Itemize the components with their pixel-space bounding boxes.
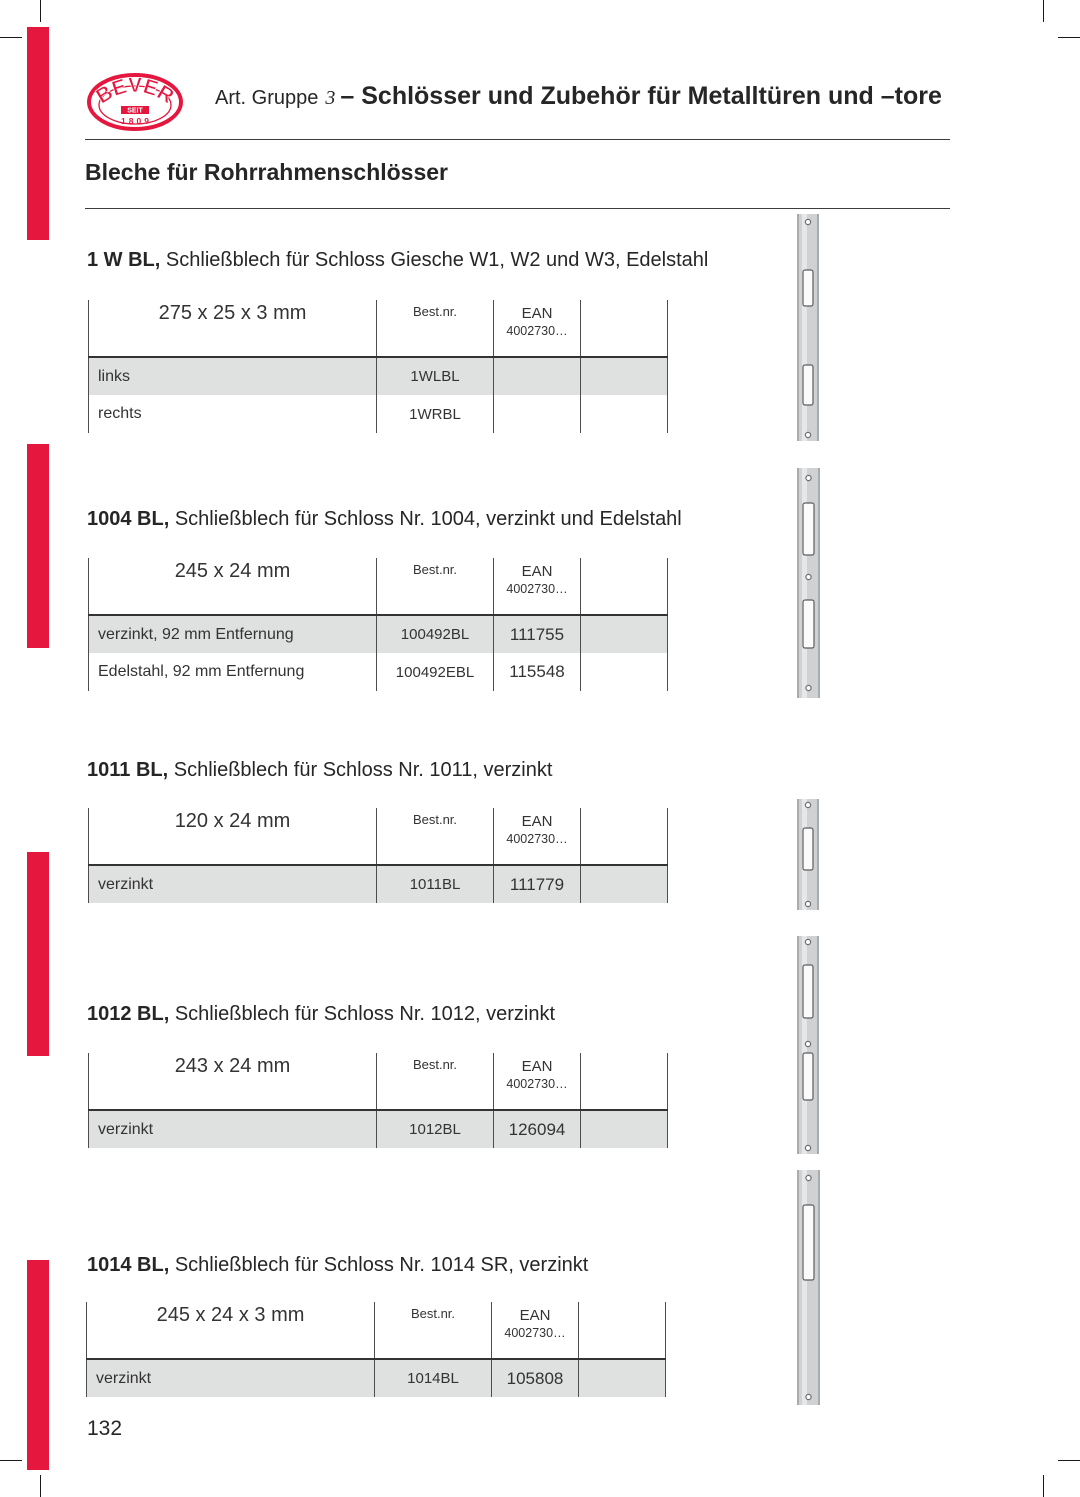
- header-group-number: 3: [325, 87, 336, 109]
- mounting-hole: [805, 802, 810, 807]
- order-no-cell: 1012BL: [377, 1110, 494, 1148]
- variant-cell: rechts: [89, 395, 377, 433]
- chapter-tab: [27, 444, 49, 648]
- ean-cell: 105808: [492, 1359, 579, 1397]
- strike-plate-image: [797, 936, 819, 1154]
- product-description: Schließblech für Schloss Giesche W1, W2 und W3, Edelstahl: [165, 249, 709, 271]
- strike-plate-image: [797, 214, 819, 441]
- crop-mark: [1058, 1460, 1080, 1461]
- bever-logo: [85, 72, 185, 132]
- order-no-header: Best.nr.: [375, 1302, 492, 1359]
- latch-slot: [803, 365, 813, 405]
- logo-wordmark: BEVER: [92, 74, 178, 109]
- latch-slot: [803, 965, 813, 1018]
- empty-header: [579, 1302, 666, 1359]
- mounting-hole: [805, 219, 810, 224]
- ean-prefix: 4002730…: [506, 582, 568, 596]
- order-no-header: Best.nr.: [377, 558, 494, 615]
- header-title: – Schlösser und Zubehör für Metalltüren und –tore: [340, 82, 942, 110]
- mounting-hole: [805, 432, 810, 437]
- table-header-row: [89, 300, 668, 357]
- latch-slot: [803, 828, 813, 870]
- product-description: Schließblech für Schloss Nr. 1012, verzinkt: [174, 1003, 555, 1025]
- order-no-cell: 1011BL: [377, 865, 494, 903]
- product-title: [87, 758, 552, 782]
- crop-mark: [0, 1460, 22, 1461]
- table-row: [89, 357, 668, 395]
- table-row: [89, 615, 668, 653]
- ean-header: [494, 558, 581, 615]
- product-title: [87, 248, 708, 272]
- empty-cell: [581, 357, 668, 395]
- order-no-header: Best.nr.: [377, 808, 494, 865]
- mounting-hole: [806, 1175, 811, 1180]
- header-divider: [85, 139, 950, 140]
- order-no-cell: 100492EBL: [377, 653, 494, 691]
- crop-mark: [1043, 1475, 1044, 1497]
- ean-header: [494, 300, 581, 357]
- product-code: 1 W BL,: [87, 249, 161, 271]
- mounting-hole: [805, 939, 810, 944]
- spec-table: [88, 808, 668, 903]
- product-description: Schließblech für Schloss Nr. 1004, verzinkt und Edelstahl: [174, 508, 682, 530]
- variant-cell: Edelstahl, 92 mm Entfernung: [89, 653, 377, 691]
- strike-plate-image: [797, 1170, 820, 1405]
- ean-prefix: 4002730…: [506, 324, 568, 338]
- mounting-hole: [805, 1145, 810, 1150]
- table-row: [87, 1359, 666, 1397]
- product-description: Schließblech für Schloss Nr. 1011, verzinkt: [173, 759, 553, 781]
- mounting-hole: [805, 901, 810, 906]
- product-title: [87, 507, 682, 531]
- mounting-hole: [806, 1394, 811, 1399]
- ean-prefix: 4002730…: [506, 1077, 568, 1091]
- ean-label: EAN: [521, 813, 553, 830]
- table-header-row: [87, 1302, 666, 1359]
- ean-cell: 111779: [494, 865, 581, 903]
- empty-cell: [581, 395, 668, 433]
- mounting-hole: [806, 475, 811, 480]
- ean-cell: [494, 357, 581, 395]
- product-description: Schließblech für Schloss Nr. 1014 SR, verzinkt: [174, 1254, 589, 1276]
- order-no-cell: 1WLBL: [377, 357, 494, 395]
- product-code: 1014 BL,: [87, 1254, 170, 1276]
- dimensions-header: 243 x 24 mm: [89, 1053, 377, 1110]
- ean-prefix: 4002730…: [504, 1326, 566, 1340]
- order-no-header: Best.nr.: [377, 1053, 494, 1110]
- ean-cell: 115548: [494, 653, 581, 691]
- spec-table: [88, 300, 668, 433]
- order-no-cell: 1014BL: [375, 1359, 492, 1397]
- chapter-tab: [27, 852, 49, 1056]
- logo-since: SEIT: [127, 107, 143, 115]
- product-code: 1004 BL,: [87, 508, 170, 530]
- ean-header: [494, 808, 581, 865]
- crop-mark: [40, 0, 41, 22]
- spec-table: [88, 558, 668, 691]
- empty-cell: [581, 1110, 668, 1148]
- product-code: 1012 BL,: [87, 1003, 170, 1025]
- header-prefix: Art. Gruppe: [215, 87, 319, 109]
- variant-cell: verzinkt, 92 mm Entfernung: [89, 615, 377, 653]
- empty-header: [581, 558, 668, 615]
- table-row: [89, 653, 668, 691]
- latch-slot: [803, 503, 814, 555]
- ean-label: EAN: [519, 1307, 551, 1324]
- dimensions-header: 120 x 24 mm: [89, 808, 377, 865]
- latch-slot: [803, 1053, 813, 1100]
- empty-cell: [581, 653, 668, 691]
- ean-header: [494, 1053, 581, 1110]
- ean-prefix: 4002730…: [506, 832, 568, 846]
- latch-slot: [803, 1205, 814, 1280]
- spec-table: [86, 1302, 666, 1397]
- mounting-hole: [806, 574, 811, 579]
- variant-cell: verzinkt: [87, 1359, 375, 1397]
- ean-header: [492, 1302, 579, 1359]
- empty-header: [581, 300, 668, 357]
- table-header-row: [89, 1053, 668, 1110]
- crop-mark: [0, 37, 22, 38]
- logo-year: 1809: [121, 116, 152, 126]
- variant-cell: verzinkt: [89, 1110, 377, 1148]
- ean-cell: [494, 395, 581, 433]
- empty-cell: [581, 865, 668, 903]
- ean-label: EAN: [521, 305, 553, 322]
- dimensions-header: 245 x 24 x 3 mm: [87, 1302, 375, 1359]
- ean-cell: 126094: [494, 1110, 581, 1148]
- crop-mark: [40, 1475, 41, 1497]
- page-number: 132: [87, 1417, 123, 1440]
- table-row: [89, 865, 668, 903]
- strike-plate-image: [797, 468, 820, 698]
- dimensions-header: 245 x 24 mm: [89, 558, 377, 615]
- dimensions-header: 275 x 25 x 3 mm: [89, 300, 377, 357]
- plate-highlight: [802, 214, 807, 441]
- table-row: [89, 1110, 668, 1148]
- chapter-tab: [27, 27, 49, 240]
- latch-slot: [803, 270, 813, 306]
- strike-plate-image: [797, 799, 819, 910]
- table-header-row: [89, 808, 668, 865]
- product-title: [87, 1002, 555, 1026]
- table-header-row: [89, 558, 668, 615]
- empty-header: [581, 808, 668, 865]
- latch-slot: [803, 600, 814, 648]
- category-divider: [85, 208, 950, 209]
- variant-cell: links: [89, 357, 377, 395]
- crop-mark: [1058, 37, 1080, 38]
- ean-cell: 111755: [494, 615, 581, 653]
- table-row: [89, 395, 668, 433]
- plate-face: [799, 214, 817, 441]
- product-code: 1011 BL,: [87, 759, 169, 781]
- mounting-hole: [806, 685, 811, 690]
- crop-mark: [1043, 0, 1044, 22]
- empty-header: [581, 1053, 668, 1110]
- ean-label: EAN: [521, 1058, 553, 1075]
- empty-cell: [581, 615, 668, 653]
- category-title: Bleche für Rohrrahmenschlösser: [85, 159, 449, 185]
- order-no-cell: 1WRBL: [377, 395, 494, 433]
- mounting-hole: [805, 1041, 810, 1046]
- order-no-cell: 100492BL: [377, 615, 494, 653]
- product-title: [87, 1253, 588, 1277]
- page-header: [215, 80, 942, 116]
- order-no-header: Best.nr.: [377, 300, 494, 357]
- chapter-tab: [27, 1260, 49, 1470]
- variant-cell: verzinkt: [89, 865, 377, 903]
- spec-table: [88, 1053, 668, 1148]
- empty-cell: [579, 1359, 666, 1397]
- ean-label: EAN: [521, 563, 553, 580]
